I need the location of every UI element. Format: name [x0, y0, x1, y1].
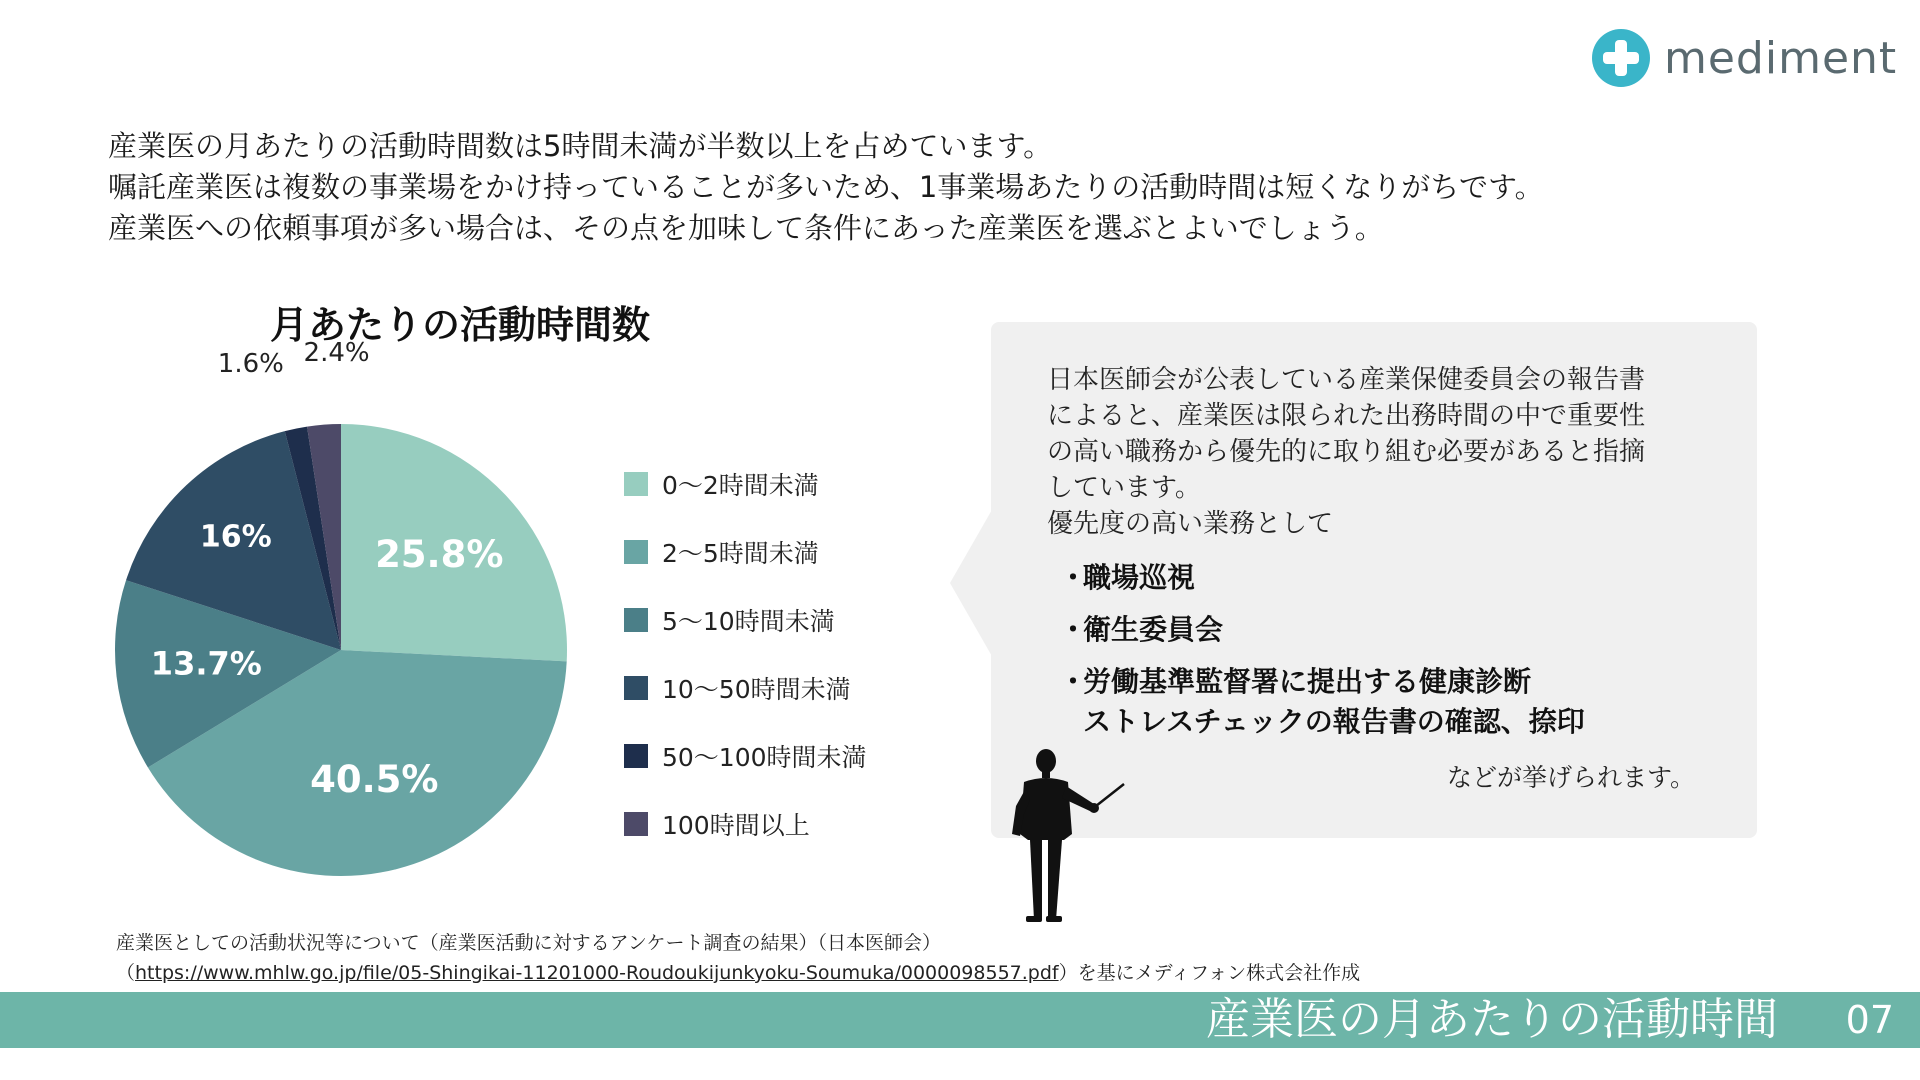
chart-legend — [624, 450, 867, 858]
legend-label: 5〜10時間未満 — [662, 607, 835, 636]
pie-slice-label: 1.6% — [217, 348, 284, 379]
presenter-silhouette-icon — [998, 744, 1138, 924]
bullet: ・ — [1059, 561, 1088, 594]
legend-swatch — [624, 540, 648, 564]
list-item — [1059, 662, 1739, 742]
pie-slice-label: 2.4% — [303, 338, 370, 369]
intro-line: 産業医への依頼事項が多い場合は、その点を加味して条件にあった産業医を選ぶとよいでしょう。 — [108, 211, 1384, 245]
legend-item — [624, 654, 867, 722]
chart-title: 月あたりの活動時間数 — [270, 303, 651, 347]
legend-label: 0〜2時間未満 — [662, 471, 819, 500]
legend-label: 10〜50時間未満 — [662, 675, 851, 704]
callout-intro-line: 優先度の高い業務として — [1047, 509, 1334, 539]
source-link[interactable]: https://www.mhlw.go.jp/file/05-Shingikai-11201000-Roudoukijunkyoku-Soumuka/0000098557.pdf — [135, 962, 1059, 984]
legend-item — [624, 790, 867, 858]
pie-slice-label: 13.7% — [150, 644, 262, 683]
list-item-text — [1083, 662, 1585, 742]
page-number: 07 — [1845, 998, 1894, 1042]
list-item-text: 職場巡視 — [1083, 561, 1196, 594]
list-item — [1059, 558, 1739, 598]
list-item-text: 衛生委員会 — [1083, 613, 1224, 646]
legend-swatch — [624, 744, 648, 768]
intro-line: 嘱託産業医は複数の事業場をかけ持っていることが多いため、1事業場あたりの活動時間は短くなりがちです。 — [108, 170, 1544, 204]
callout-intro — [1047, 362, 1727, 542]
pie-slice-label: 25.8% — [375, 533, 504, 577]
legend-item — [624, 518, 867, 586]
source-citation — [116, 928, 1360, 988]
bullet: ・ — [1059, 665, 1088, 698]
legend-item — [624, 586, 867, 654]
legend-swatch — [624, 472, 648, 496]
brand-name: mediment — [1664, 32, 1898, 84]
intro-line: 産業医の月あたりの活動時間数は5時間未満が半数以上を占めています。 — [108, 129, 1053, 163]
legend-label: 50〜100時間未満 — [662, 743, 867, 772]
footer-title: 産業医の月あたりの活動時間 — [1206, 994, 1778, 1045]
callout-intro-line: 日本医師会が公表している産業保健委員会の報告書 — [1047, 365, 1646, 395]
footer-bar — [0, 992, 1920, 1048]
source-line: 産業医としての活動状況等について（産業医活動に対するアンケート調査の結果）（日本医師会） — [116, 932, 941, 954]
callout-intro-line: しています。 — [1047, 473, 1201, 503]
legend-swatch — [624, 608, 648, 632]
legend-swatch — [624, 812, 648, 836]
callout-intro-line: の高い職務から優先的に取り組む必要があると指摘 — [1047, 437, 1646, 467]
source-suffix: ）を基にメディフォン株式会社作成 — [1058, 962, 1361, 984]
list-item-line: ストレスチェックの報告書の確認、捺印 — [1083, 705, 1585, 738]
legend-item — [624, 722, 867, 790]
pie-slice-label: 16% — [199, 519, 272, 555]
list-item — [1059, 610, 1739, 650]
legend-label: 100時間以上 — [662, 811, 810, 840]
list-item-line: 労働基準監督署に提出する健康診断 — [1083, 665, 1532, 698]
bullet: ・ — [1059, 613, 1088, 646]
legend-label: 2〜5時間未満 — [662, 539, 819, 568]
legend-item — [624, 450, 867, 518]
priority-duties-list — [1059, 558, 1739, 754]
pie-slice-label: 40.5% — [310, 757, 439, 801]
source-line — [116, 958, 1360, 988]
legend-swatch — [624, 676, 648, 700]
callout-intro-line: によると、産業医は限られた出務時間の中で重要性 — [1047, 401, 1646, 431]
callout-outro: などが挙げられます。 — [1446, 763, 1695, 792]
source-bracket-open: （ — [116, 962, 136, 984]
